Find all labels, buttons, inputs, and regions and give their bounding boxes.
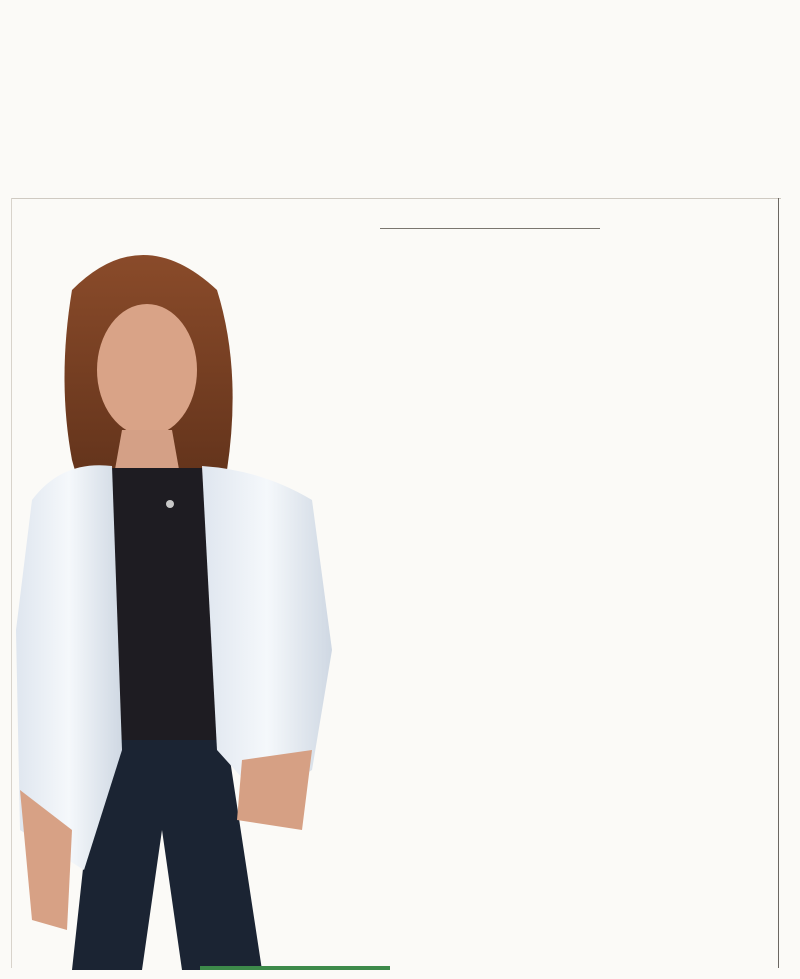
green-rule: [200, 966, 390, 970]
